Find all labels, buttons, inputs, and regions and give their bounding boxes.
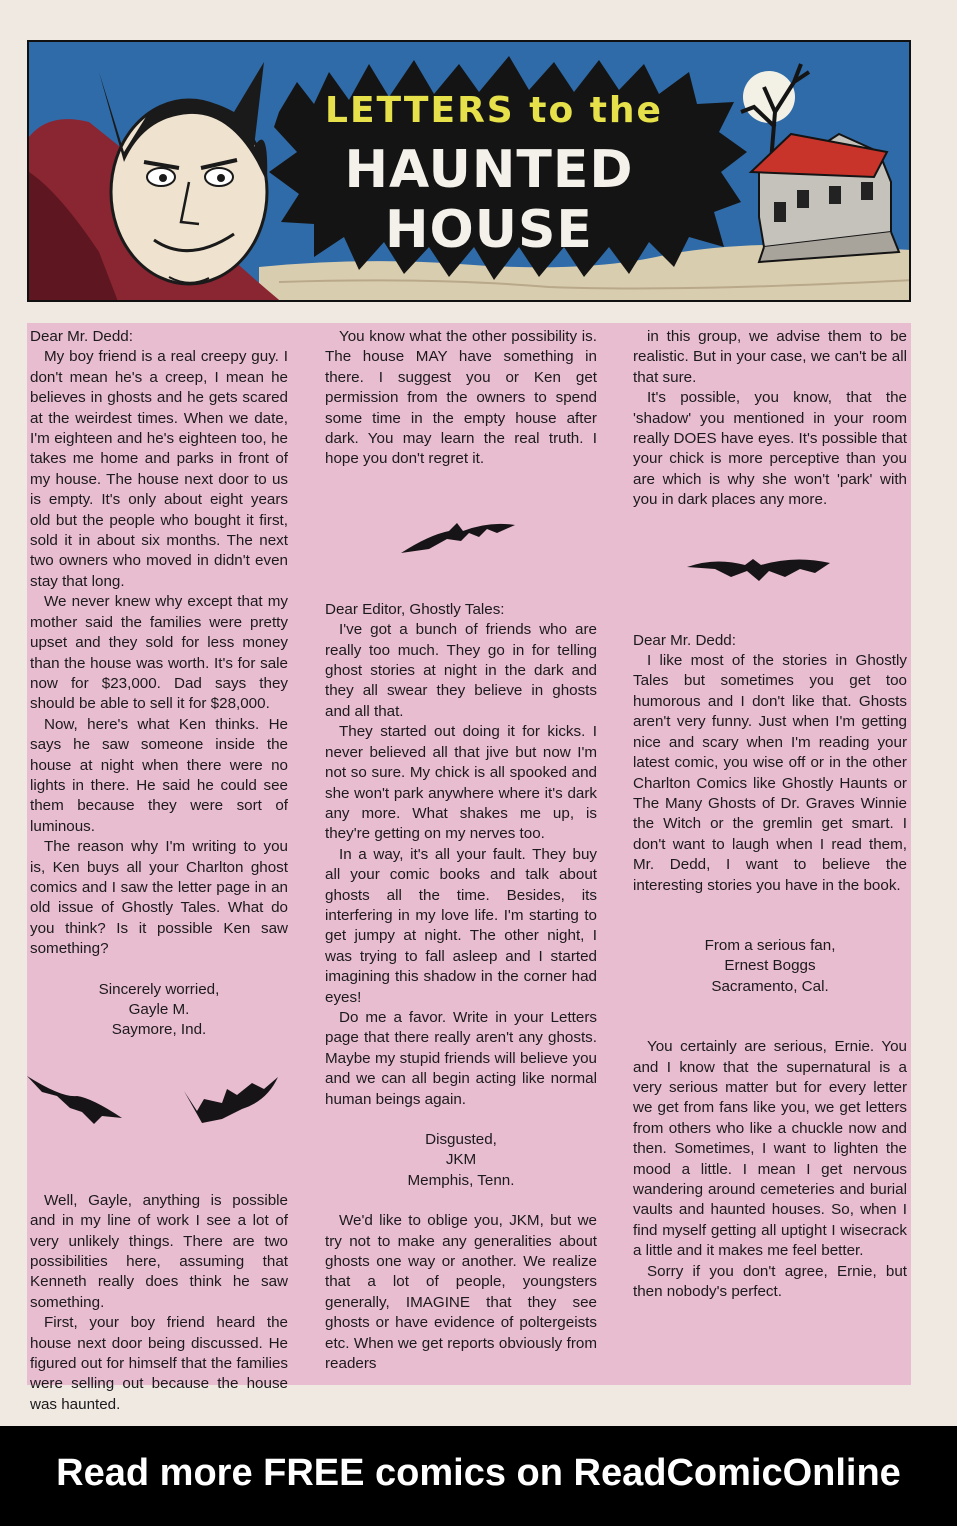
letter-paragraph: I've got a bunch of friends who are really too much. They go in for telling ghost stories at night in the dark and they all swear they believe in ghosts and all that. bbox=[325, 621, 597, 720]
letter-paragraph: The reason why I'm writing to you is, Ken buys all your Charlton ghost comics and I saw the letter page in an old issue of Ghostly Tales. What do you think? Is it possible Ken saw something? bbox=[30, 838, 288, 958]
banner-title-top: LETTERS to the bbox=[325, 90, 663, 131]
letter-salutation: Dear Mr. Dedd: bbox=[633, 631, 736, 649]
reply-paragraph: Well, Gayle, anything is possible and in my line of work I see a lot of very unlikely things. There are two possibilities here, assuming that Kenneth really does think he saw something. bbox=[30, 1191, 288, 1311]
reply-paragraph: Sorry if you don't agree, Ernie, but then nobody's perfect. bbox=[633, 1262, 907, 1301]
letter-column-1 bbox=[30, 327, 288, 1415]
letter-paragraph: In a way, it's all your fault. They buy all your comic books and talk about ghosts all the time. Besides, its interfering in my love life. I'm starting to get jumpy at night. The other night, I was trying to fall asleep and I started imagining this shadow in the corner had eyes! bbox=[325, 845, 597, 1006]
letter-signature-closing: Disgusted, bbox=[425, 1131, 497, 1148]
letter-signature-closing: From a serious fan, bbox=[704, 936, 836, 954]
reply-paragraph: We'd like to oblige you, JKM, but we try not to make any generalities about ghosts one way or another. We realize that a lot of people, youngsters generally, IMAGINE that they see ghosts or have evidence of poltergeists etc. When we get reports obviously from readers bbox=[325, 1212, 597, 1373]
bat-icon bbox=[399, 513, 519, 558]
promo-link[interactable]: Read more FREE comics on ReadComicOnline bbox=[56, 1452, 901, 1494]
letter-signature-name: Gayle M. bbox=[128, 1001, 190, 1018]
bat-icon bbox=[182, 1071, 282, 1126]
letter-paragraph: Now, here's what Ken thinks. He says he saw someone inside the house at night when there were no lights in there. He said he could see them because they were sort of luminous. bbox=[30, 715, 288, 835]
letter-signature-location: Sacramento, Cal. bbox=[711, 977, 829, 995]
reply-paragraph: in this group, we advise them to be realistic. But in your case, we can't be all that sure. bbox=[633, 328, 907, 386]
letter-salutation: Dear Mr. Dedd: bbox=[30, 328, 133, 345]
letter-paragraph: We never knew why except that my mother said the families were pretty upset and they sold for less money than the house was worth. It's for sale now for $23,000. Dad says they should be able to sell it for $28,000. bbox=[30, 593, 288, 713]
letters-page-banner bbox=[27, 40, 911, 302]
promo-footer bbox=[0, 1426, 957, 1526]
reply-paragraph: You know what the other possibility is. The house MAY have something in there. I suggest you or Ken get permission from the owners to spend some time in the empty house after dark. You may learn the real truth. I hope you don't regret it. bbox=[325, 328, 597, 468]
letter-paragraph: I like most of the stories in Ghostly Tales but sometimes you get too humorous and I don't like that. Ghosts aren't very funny. Just when I'm getting nice and scary when I'm reading your latest comic, you wise off or in the other Charlton Comics like Ghostly Haunts or The Many Ghosts of Dr. Graves Winnie the Witch or the gremlin get smart. I don't want to laugh when I read them, Mr. Dedd, I want to believe the interesting stories you have in the book. bbox=[633, 652, 907, 894]
letter-column-2 bbox=[325, 327, 597, 1374]
reply-paragraph: You certainly are serious, Ernie. You and I know that the supernatural is a very serious matter but for every letter we get from fans like you, we get letters from others who like a chuckle now and then. Sometimes, I want to lighten the mood a little. I mean I get nervous wandering around cemeteries and burial vaults and haunted houses. So, when I find myself getting all uptight I wisecrack a little and it makes me feel better. bbox=[633, 1038, 907, 1260]
letter-signature-name: Ernest Boggs bbox=[724, 957, 816, 975]
bat-icon bbox=[685, 553, 835, 588]
letter-paragraph: They started out doing it for kicks. I never believed all that jive but now I'm not so sure. My chick is all spooked and she won't park anywhere where it's dark any more. What shakes me up, is they're getting on my nerves too. bbox=[325, 723, 597, 843]
banner-title-main: HAUNTED HOUSE bbox=[344, 140, 634, 260]
letter-signature-closing: Sincerely worried, bbox=[98, 980, 220, 998]
letter-paragraph: My boy friend is a real creepy guy. I don't mean he's a creep, I mean he believes in ghosts and he gets scared at the weirdest times. When we date, I'm eighteen and he's eighteen too, he takes me home and parks in front of my house. The house next door to us is empty. It's only about eight years old but the people who bought it first, sold it in about six months. The next two owners who moved in didn't even stay that long. bbox=[30, 348, 288, 590]
reply-paragraph: First, your boy friend heard the house next door being discussed. He figured out for himself that the families were selling out because the house was haunted. bbox=[30, 1314, 288, 1413]
letter-paragraph: Do me a favor. Write in your Letters page that there really aren't any ghosts. Maybe my stupid friends will believe you and we can all begin acting like normal human beings again. bbox=[325, 1008, 597, 1108]
letter-signature-location: Saymore, Ind. bbox=[111, 1021, 207, 1039]
letter-salutation: Dear Editor, Ghostly Tales: bbox=[325, 600, 505, 618]
letters-column-area bbox=[27, 323, 911, 1413]
letter-signature-name: JKM bbox=[445, 1151, 477, 1169]
reply-paragraph: It's possible, you know, that the 'shadow' you mentioned in your room really DOES have eyes. It's possible that your chick is more perceptive than you are which is why she won't 'park' with you in dark places any more. bbox=[633, 389, 907, 509]
letter-column-3 bbox=[633, 327, 907, 1302]
letter-signature-location: Memphis, Tenn. bbox=[407, 1171, 515, 1189]
bat-icon bbox=[22, 1068, 132, 1128]
